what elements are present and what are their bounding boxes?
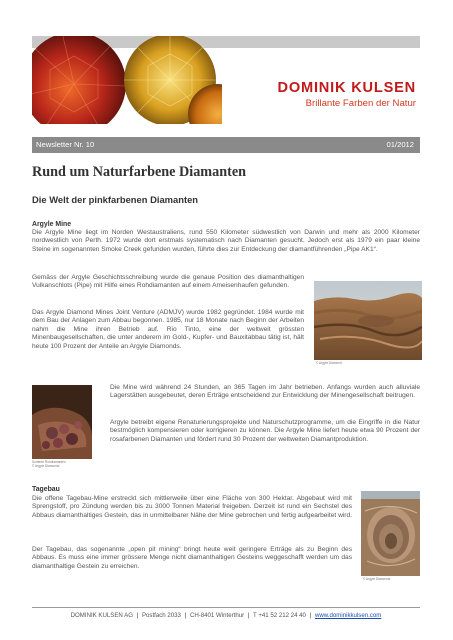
gems-photo: [32, 36, 222, 124]
mine-landscape-image: [314, 281, 422, 365]
newsletter-number: Newsletter Nr. 10: [36, 140, 95, 149]
brand-name: DOMINIK KULSEN: [277, 80, 416, 96]
image-caption: Sortierte Rohdiamanten © Argyle Diamonds: [32, 460, 66, 468]
brand-block: [278, 80, 417, 111]
newsletter-date: 01/2012: [386, 140, 414, 149]
section-heading-argyle: Argyle Mine: [32, 221, 72, 228]
footer-website-link[interactable]: www.dominikkulsen.com: [314, 612, 382, 619]
paragraph: Argyle betreibt eigene Renaturierungsprojekte und Naturschutzprogramme, um die Eingriffe in die Natur bestmöglich kompensieren oder korrigieren zu können. Die Argyle Mine liefert heute etwa 90 Prozent der rosafarbenen Diamanten und fördert rund 30 Prozent der weltweiten Diamantproduktion.: [110, 419, 420, 443]
footer-phone: T +41 52 212 24 40: [253, 612, 306, 619]
paragraph: Die Mine wird während 24 Stunden, an 365 Tagen im Jahr betrieben. Anfangs wurden auch alluviale Lagerstätten ausgebeutet, deren Erträge entscheidend zur Entwicklung der Minengesellschaft beitrugen.: [110, 384, 420, 400]
section-heading-tagebau: Tagebau: [32, 486, 60, 493]
paragraph: Gemäss der Argyle Geschichtsschreibung wurde die genaue Position des diamanthaltigen Vulkanschlots (Pipe) mit Hilfe eines Rohdiamanten auf einem Ameisenhaufen gefunden.: [32, 274, 304, 290]
rough-diamonds-hand-image: [32, 385, 92, 468]
paragraph: Die offene Tagebau-Mine erstreckt sich mittlerweile über eine Fläche von 300 Hektar. Abgebaut wird mit Sprengstoff, pro Zündung werden bis zu 3000 Tonnen Material freigeben. Derzeit ist rund ein Sechstel des Abbaus diamanthaltiges Gestein, das in unmittelbarer Nähe der Mine gebrochen und fertig aufgearbeitet wird.: [32, 495, 352, 519]
brand-tagline: Brillante Farben der Natur: [305, 98, 416, 109]
footer-address-city: CH-8401 Winterthur: [189, 612, 245, 619]
footer: DOMINIK KULSEN AG | Postfach 2033 | CH-8401 Winterthur | T +41 52 212 24 40 | www.dominikkulsen.com: [70, 612, 382, 619]
paragraph: Die Argyle Mine liegt im Norden Westaustraliens, rund 550 Kilometer südwestlich von Darwin und mehr als 2000 Kilometer nordwestlich von Perth. 1972 wurde dort erstmals systematisch nach Diamanten gesucht. Jedoch erst als 1979 ein paar kleine Steine im sogenannten Smoke Creek gefunden wurden, führte dies zur Entdeckung der diamantführenden „Pipe AK1“.: [32, 229, 420, 253]
image-caption: © Argyle Diamonds: [363, 577, 391, 581]
footer-company: DOMINIK KULSEN AG: [70, 612, 133, 619]
newsletter-bar: [32, 137, 420, 153]
article-subtitle: Die Welt der pinkfarbenen Diamanten: [32, 194, 199, 205]
footer-address-postbox: Postfach 2033: [141, 612, 181, 619]
footer-divider: [32, 607, 420, 608]
image-caption: © Argyle Diamond: [316, 361, 342, 365]
paragraph: Das Argyle Diamond Mines Joint Venture (ADMJV) wurde 1982 gegründet. 1984 wurde mit dem Bau der Anlagen zum Abbau begonnen. 1985, nur 18 Monate nach Beginn der Arbeiten nahm die Mine ihren Betrieb auf. Rio Tinto, eine der weltweit grössten Minenbaugesellschaften, die unter anderem im Gold-, Kupfer- und Bauxitabbau tätig ist, hält heute 100 Prozent der Anteile an Argyle Diamonds.: [32, 309, 304, 350]
open-pit-mine-image: [361, 491, 420, 581]
paragraph: Der Tagebau, das sogenannte „open pit mining“ bringt heute weit geringere Erträge als zu Beginn des Abbaus. Es muss eine immer grössere Menge nicht diamanthaltigen Gesteins weggeschafft werden um das diamanthaltige Gestein zu erreichen.: [32, 546, 352, 570]
article-title: Rund um Naturfarbene Diamanten: [32, 164, 247, 180]
colored-diamonds-image: [32, 36, 222, 124]
